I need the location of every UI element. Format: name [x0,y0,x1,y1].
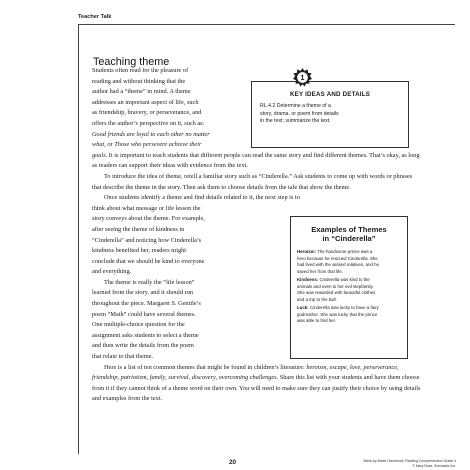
italic-example: goals. [92,151,108,159]
example-heroism [297,249,402,275]
section-label: Teacher Talk [78,14,112,20]
text-line: after seeing the theme of kindness in [92,225,185,233]
examples-title [291,225,407,243]
text-line: reading and without thinking that the [92,77,186,85]
credit-line: © Mary Rose, Scholastic Inc. [412,463,456,468]
text-line: Once students identify a theme and find details related to it, the next step is to [104,194,300,202]
text-line: The theme is really the “life lesson” [104,278,195,286]
themes-list: heroism, escape, love, perseverance, friendship, patriotism, family, survival, discovery, overcoming challenges. [92,363,399,382]
text-line: and everything. [92,268,132,276]
page-number: 20 [229,459,237,466]
retell-paragraph: To introduce the idea of theme, retell a familiar story such as “Cinderella.” Ask students to come up with words or phrases that describe the theme in the story. Then ask them to choose details from the tale that show the theme. [92,172,413,191]
text-line: conclude that we should be kind to everyone [92,257,205,265]
text-fragment: It is important to teach students that different people can read the same story and find different themes. That’s okay, as long as readers can support their ideas with evidence from the text. [92,151,420,170]
text-fragment: The handsome prince was a [316,249,373,254]
text-fragment: Share this list with your students and have them choose from it if they cannot think of a theme word on their own. You will need to make sure they can justify their choice by using details and examples from the text. [92,374,421,403]
text-fragment: Cinderella was kind to the [318,277,370,282]
text-line: think about what message or life lesson the [92,204,201,212]
text-line: assignment asks students to select a theme [92,331,199,339]
examples-box [290,216,408,359]
text-line: offers the author’s perspective on it, such as: [92,119,205,127]
text-line: had lived with the wicked relatives, and he [297,262,380,267]
margin-rule [78,24,79,454]
italic-example: Those who persevere achieve their [114,141,202,149]
text-line: She was rewarded with beautiful clothes [297,290,376,295]
text-line: and then write the details from the poem [92,342,194,350]
title-line: Examples of Themes [311,225,387,234]
text-line: godmother. She was lucky that the prince [297,311,378,317]
text-line: One multiple-choice question for the [92,321,185,329]
example-luck [297,305,402,325]
example-term: Kindness: [297,277,319,282]
text-line: animals and even to her evil stepfamily. [297,283,374,289]
text-line: author had a “theme” in mind. A theme [92,88,191,96]
text-line: addresses an important aspect of life, such [92,98,199,106]
key-ideas-box [251,81,409,148]
title-line: in “Cinderella” [322,234,376,243]
standard-text [260,103,400,126]
page-title: Teaching theme [93,56,170,68]
example-term: Luck: [297,305,309,310]
text-fragment: Here is a list of ten common themes that might be found in children’s literature: [104,363,307,371]
text-line: Students often read for the pleasure of [92,67,189,74]
key-ideas-badge-icon [293,68,312,87]
header-rule [78,24,455,25]
text-line: and a trip to the ball. [297,296,337,302]
text-fragment: or [105,141,115,149]
example-kindness [297,277,402,303]
themes-list-paragraph [92,363,422,405]
example-term: Heroism: [297,249,317,254]
text-line: hero because he rescued Cinderella. She [297,255,378,261]
italic-example: Good friends are loyal to each other no matter [92,130,210,138]
text-line: story, drama, or poem from details [260,110,339,117]
text-line: poem “Math” could have several themes. [92,310,196,318]
text-line: as friendship, bravery, or perseverance, and [92,109,202,117]
text-line: saved her from that life. [297,268,343,274]
text-fragment: Cinderella was lucky to have a fairy [308,305,379,310]
key-ideas-title: KEY IDEAS AND DETAILS [289,91,371,98]
footer-credit [334,459,456,468]
text-line: “Cinderella” and noticing how Cinderella’s [92,236,202,244]
lesson-wrapped-lines [92,204,274,363]
italic-example: what, [92,141,106,149]
text-line: in the text; summarize the text. [260,118,331,125]
text-line: kindness benefited her, readers might [92,247,186,255]
text-line: RL.4.2 Determine a theme of a [260,103,331,109]
text-line: was able to find her. [297,318,337,323]
examples-list [297,249,402,327]
text-line: throughout the piece. Margaret S. Gentile’s [92,300,201,308]
badge-number: 1 [300,74,305,82]
text-line: that relate to that theme. [92,353,154,361]
text-line: story conveys about the theme. For example, [92,215,205,223]
text-line: learned from the story, and it should run [92,289,194,297]
credit-line: Week-by-Week Homework: Reading Comprehension Grade 4 [363,459,456,463]
